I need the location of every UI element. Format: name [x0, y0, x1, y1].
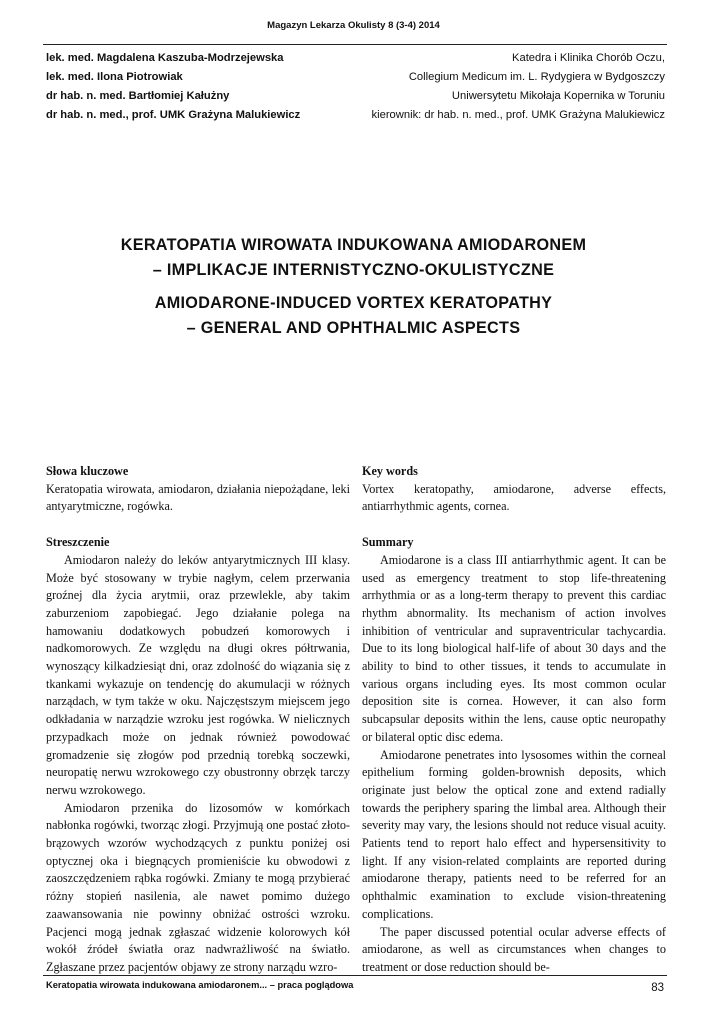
affiliation-line: kierownik: dr hab. n. med., prof. UMK Grażyna Malukiewicz [371, 109, 665, 121]
affiliation-line: Uniwersytetu Mikołaja Kopernika w Toruniu [451, 90, 665, 102]
english-column [362, 463, 666, 977]
affiliation-line: Katedra i Klinika Chorób Oczu, [512, 52, 665, 64]
title-english [0, 291, 707, 341]
title-line: AMIODARONE-INDUCED VORTEX KERATOPATHY [154, 294, 553, 312]
keywords-heading: Key words [362, 464, 418, 478]
journal-header: Magazyn Lekarza Okulisty 8 (3-4) 2014 [267, 20, 440, 31]
keywords-text: Vortex keratopathy, amiodarone, adverse effects, antiarrhythmic agents, cornea. [362, 481, 666, 514]
abstract-heading: Streszczenie [46, 535, 110, 550]
polish-column [46, 463, 350, 977]
page-number: 83 [651, 982, 664, 994]
summary-heading: Summary [362, 535, 414, 550]
author: dr hab. n. med., prof. UMK Grażyna Malukiewicz [46, 109, 301, 121]
footer-rule [43, 975, 667, 976]
title-line: – IMPLIKACJE INTERNISTYCZNO-OKULISTYCZNE [152, 261, 555, 279]
abstract-paragraph: Amiodaron przenika do lizosomów w komórkach nabłonka rogówki, tworząc złogi. Przyjmują one postać złoto-brązowych wzorów wychodzących z punktu poniżej osi optycznej oka i biegnących promieniście ku obwodowi z zaoszczędzeniem rąbka rogówki. Zmiany te mogą przybierać różny stopień nasilenia, ale nawet pomimo dużego zaawansowania nie powinny obniżać ostrości wzroku. Pacjenci mogą jednak zgłaszać widzenie kolorowych kół wokół źródeł światła oraz nadwrażliwość na światło. Zgłaszane przez pacjentów objawy ze strony narządu wzro- [46, 800, 350, 974]
keywords-text: Keratopatia wirowata, amiodaron, działania niepożądane, leki antyarytmiczne, rogówka. [46, 481, 350, 514]
summary-paragraph: Amiodarone is a class III antiarrhythmic agent. It can be used as emergency treatment to stop life-threatening arrhythmia or as a long-term therapy to prevent this cardiac rhythm abnormality. Its mechanism of action involves inhibition of ventricular and supraventricular tachycardia. Due to its long biological half-life of about 30 days and the ability to bind to other tissues, it tends to accumulate in various organs including eyes. Its most common ocular deposition site is cornea. However, it can also form subcapsular deposits within the lens, cause optic neuropathy or bilateral optic disc edema. [362, 552, 666, 744]
author: lek. med. Magdalena Kaszuba-Modrzejewska [46, 52, 284, 64]
author: dr hab. n. med. Bartłomiej Kałużny [46, 90, 230, 102]
affiliation [372, 49, 665, 125]
abstract-paragraph: Amiodaron należy do leków antyarytmicznych III klasy. Może być stosowany w trybie nagłym, celem przerwania groźnej dla życia arytmii, oraz przewlekle, aby takim zaburzeniom zapobiegać. Jego działanie polega na hamowaniu dodatkowych pobudzeń komorowych i nadkomorowych. Ze względu na długi okres półtrwania, wynoszący kilkadziesiąt dni, oraz zdolność do wiązania się z tkankami wykazuje on tendencję do akumulacji w różnych narządach, w tym także w oku. Najczęstszym miejscem jego odkładania w narządzie wzroku jest rogówka. W nielicznych przypadkach może on jednak również powodować gromadzenie się złogów pod przednią torebką soczewki, neuropatię nerwu wzrokowego czy obustronny obrzęk tarczy nerwu wzrokowego. [46, 552, 350, 797]
summary-paragraph: Amiodarone penetrates into lysosomes within the corneal epithelium forming golden-brownish deposits, which originate just below the optical zone and extend radially towards the periphery sparing the limbal area. Although their severity may vary, the lesions should not reduce visual acuity. Patients tend to report halo effect and hypersensitivity to light. If any vision-related complaints are reported during amiodarone therapy, patients need to be referred for an ophthalmic examination to exclude vision-threatening complications. [362, 747, 666, 921]
author: lek. med. Ilona Piotrowiak [46, 71, 183, 83]
affiliation-line: Collegium Medicum im. L. Rydygiera w Bydgoszczy [408, 71, 665, 83]
keywords-heading: Słowa kluczowe [46, 464, 129, 478]
title-line: KERATOPATIA WIROWATA INDUKOWANA AMIODARONEM [120, 236, 587, 254]
title-line: – GENERAL AND OPHTHALMIC ASPECTS [186, 319, 521, 337]
header-rule [43, 44, 667, 45]
summary-paragraph: The paper discussed potential ocular adverse effects of amiodarone, as well as circumstances when changes to treatment or dose reduction should be- [362, 924, 666, 974]
running-title: Keratopatia wirowata indukowana amiodaronem... – praca poglądowa [46, 980, 354, 990]
title-polish [0, 233, 707, 283]
author-list [46, 49, 300, 125]
